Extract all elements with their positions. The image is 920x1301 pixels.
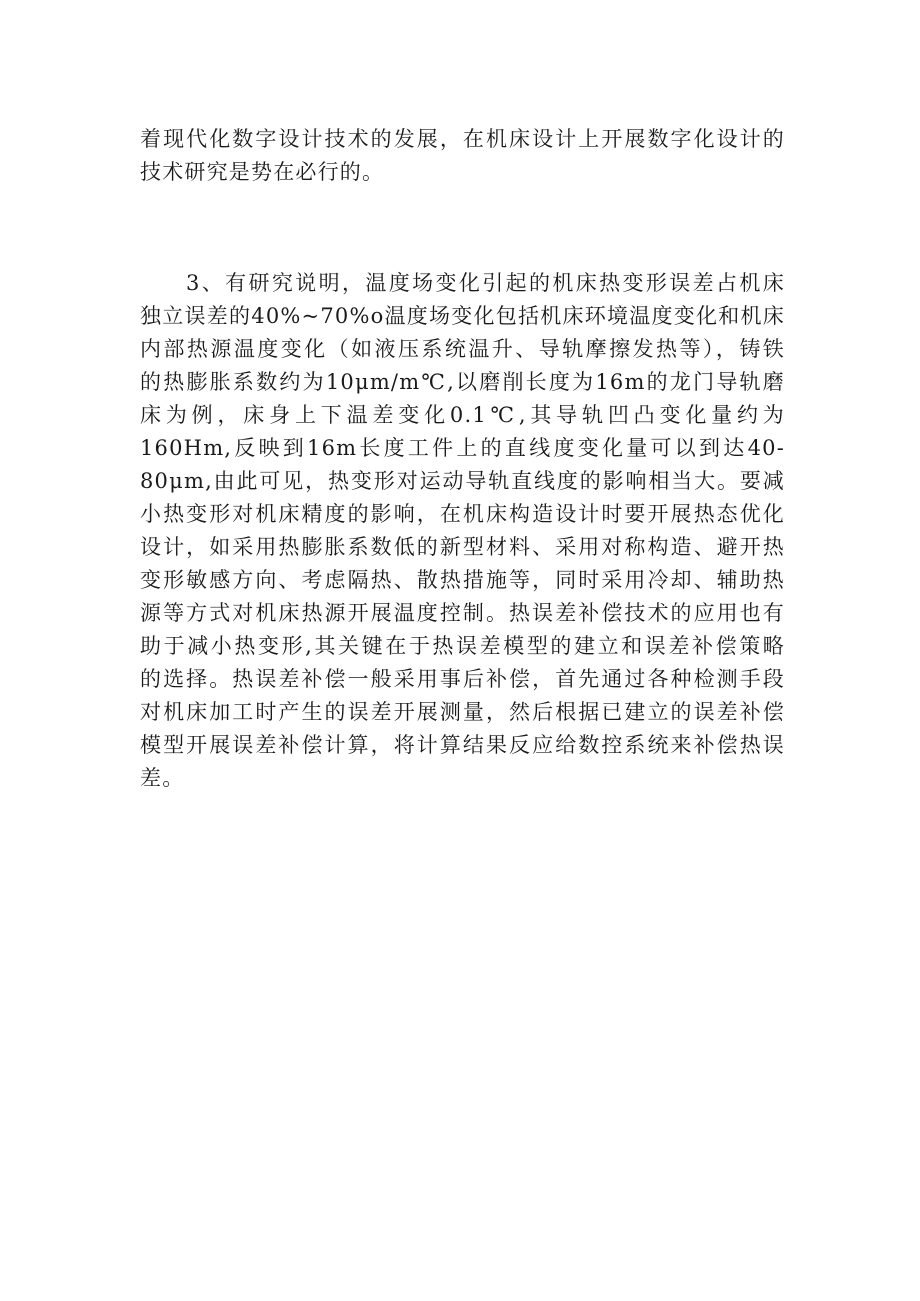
text-line: 内部热源温度变化（如液压系统温升、导轨摩擦发热等），铸铁 <box>140 337 785 361</box>
text-line: 床为例，床身上下温差变化0.1℃,其导轨凹凸变化量约为 <box>140 403 785 427</box>
text-line: 的选择。热误差补偿一般采用事后补偿，首先通过各种检测手段 <box>140 667 785 691</box>
text-line: 160Hm,反映到16m长度工件上的直线度变化量可以到达40- <box>140 436 785 460</box>
text-line: 80μm,由此可见，热变形对运动导轨直线度的影响相当大。要减 <box>140 469 785 493</box>
text-line: 模型开展误差补偿计算，将计算结果反应给数控系统来补偿热误 <box>140 733 785 757</box>
text-line: 独立误差的40%~70%o温度场变化包括机床环境温度变化和机床 <box>140 304 785 328</box>
text-line: 着现代化数字设计技术的发展，在机床设计上开展数字化设计的 <box>140 127 785 151</box>
text-line: 对机床加工时产生的误差开展测量，然后根据已建立的误差补偿 <box>140 700 785 724</box>
text-line: 助于减小热变形,其关键在于热误差模型的建立和误差补偿策略 <box>140 634 785 658</box>
text-line: 变形敏感方向、考虑隔热、散热措施等，同时采用冷却、辅助热 <box>140 568 785 592</box>
text-line: 小热变形对机床精度的影响，在机床构造设计时要开展热态优化 <box>140 502 785 526</box>
text-line: 差。 <box>140 766 185 790</box>
text-line: 技术研究是势在必行的。 <box>140 160 385 184</box>
text-line: 的热膨胀系数约为10μm/m℃,以磨削长度为16m的龙门导轨磨 <box>140 370 785 394</box>
text-line: 源等方式对机床热源开展温度控制。热误差补偿技术的应用也有 <box>140 601 785 625</box>
text-line: 3、有研究说明，温度场变化引起的机床热变形误差占机床 <box>186 271 785 295</box>
paragraph-continuation <box>140 123 785 189</box>
text-line: 设计，如采用热膨胀系数低的新型材料、采用对称构造、避开热 <box>140 535 785 559</box>
paragraph-thermal-deformation <box>140 267 785 795</box>
